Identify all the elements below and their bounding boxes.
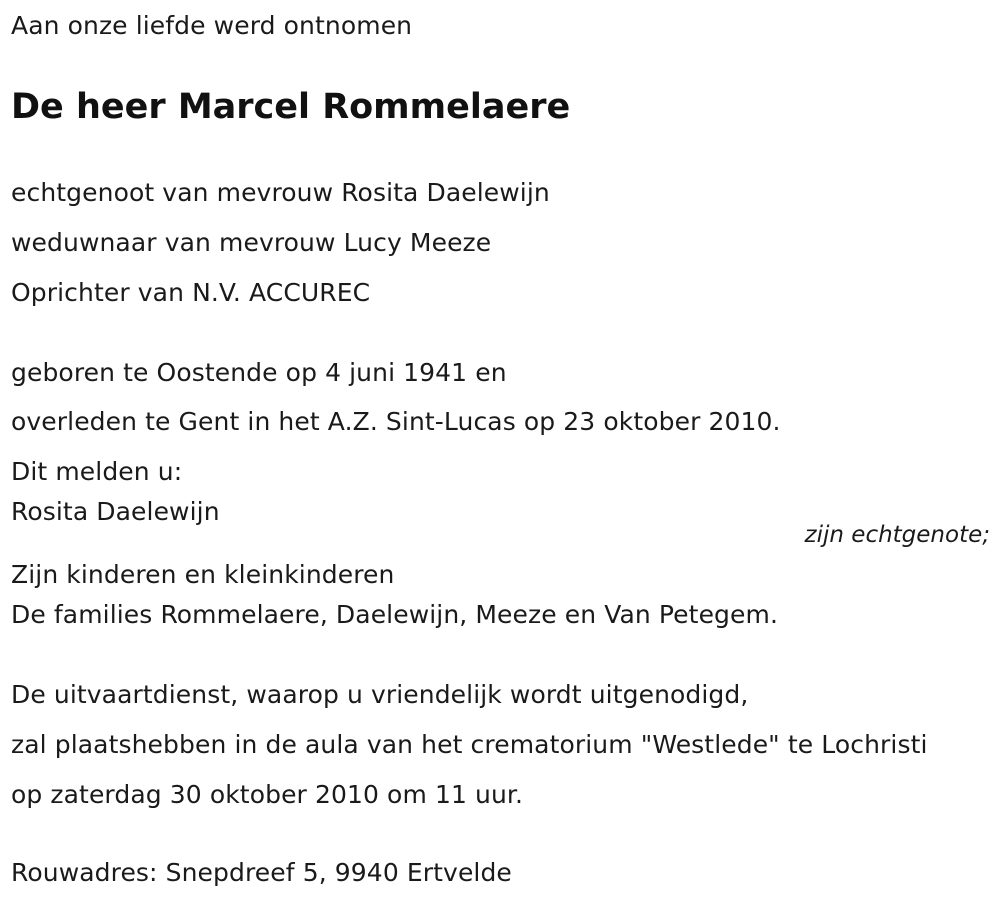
birth-text: geboren te Oostende op 4 juni 1941 en: [11, 358, 507, 387]
announced-by-label: Dit melden u:: [11, 457, 183, 486]
deceased-name-heading: De heer Marcel Rommelaere: [11, 87, 571, 127]
death-text: overleden te Gent in het A.Z. Sint-Lucas op 23 oktober 2010.: [11, 407, 781, 436]
service-line-3: op zaterdag 30 oktober 2010 om 11 uur.: [11, 780, 524, 809]
spouse-name: Rosita Daelewijn: [11, 497, 220, 526]
service-line-1: De uitvaartdienst, waarop u vriendelijk wordt uitgenodigd,: [11, 680, 749, 709]
spouse-role: zijn echtgenote;: [804, 522, 990, 548]
relation-founder: Oprichter van N.V. ACCUREC: [11, 278, 371, 307]
intro-text: Aan onze liefde werd ontnomen: [11, 11, 413, 40]
families-text: De families Rommelaere, Daelewijn, Meeze en Van Petegem.: [11, 600, 779, 629]
service-line-2: zal plaatshebben in de aula van het crematorium "Westlede" te Lochristi: [11, 730, 928, 759]
mourning-address: Rouwadres: Snepdreef 5, 9940 Ertvelde: [11, 858, 512, 887]
relation-spouse: echtgenoot van mevrouw Rosita Daelewijn: [11, 178, 550, 207]
relation-widower: weduwnaar van mevrouw Lucy Meeze: [11, 228, 492, 257]
children-text: Zijn kinderen en kleinkinderen: [11, 560, 395, 589]
